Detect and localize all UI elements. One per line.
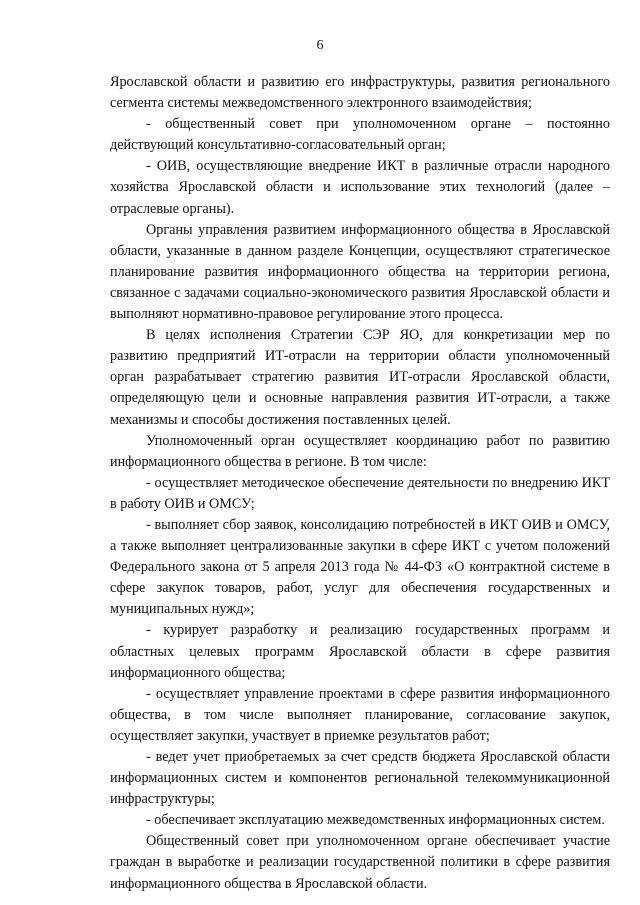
paragraph-7: - осуществляет методическое обеспечение деятельности по внедрению ИКТ в работу ОИВ и ОМСУ;	[110, 474, 610, 512]
paragraph-11: - ведет учет приобретаемых за счет средств бюджета Ярославской области информационных систем и компонентов региональной телекоммуникационной инфраструктуры;	[110, 749, 610, 808]
paragraph-13: Общественный совет при уполномоченном органе обеспечивает участие граждан в выработке и реализации государственной политики в сфере развития информационного общества в Ярославской области.	[110, 833, 610, 892]
paragraph-9: - курирует разработку и реализацию государственных программ и областных целевых программ Ярославской области в сфере развития информационного общества;	[110, 622, 610, 681]
page-number: 6	[316, 38, 324, 53]
paragraph-1: Ярославской области и развитию его инфраструктуры, развития регионального сегмента системы межведомственного электронного взаимодействия;	[110, 74, 610, 112]
paragraph-12: - обеспечивает эксплуатацию межведомственных информационных систем.	[146, 812, 605, 829]
paragraph-8: - выполняет сбор заявок, консолидацию потребностей в ИКТ ОИВ и ОМСУ, а также выполняет централизованные закупки в сфере ИКТ с учетом положений Федерального закона от 5 апреля 2013 года № 44-ФЗ «О контрактной системе в сфере закупок товаров, работ, услуг для обеспечения государственных и муниципальных нужд»;	[110, 516, 610, 618]
paragraph-4: Органы управления развитием информационного общества в Ярославской области, указанные в данном разделе Концепции, осуществляют стратегическое планирование развития информационного общества на территории региона, связанное с задачами социально-экономического развития Ярославской области и выполняют нормативно-правовое регулирование этого процесса.	[110, 221, 610, 323]
paragraph-10: - осуществляет управление проектами в сфере развития информационного общества, в том числе выполняет планирование, согласование закупок, осуществляет закупки, участвует в приемке результатов работ;	[110, 685, 610, 744]
paragraph-6: Уполномоченный орган осуществляет координацию работ по развитию информационного общества в регионе. В том числе:	[110, 432, 610, 470]
paragraph-5: В целях исполнения Стратегии СЭР ЯО, для конкретизации мер по развитию предприятий ИТ-отрасли на территории области уполномоченный орган разрабатывает стратегию развития ИТ-отрасли Ярославской области, определяющую цели и основные направления развития ИТ-отрасли, а также механизмы и способы достижения поставленных целей.	[110, 327, 610, 428]
paragraph-2: - общественный совет при уполномоченном органе – постоянно действующий консультативно-согласовательный орган;	[110, 116, 610, 154]
document-body	[110, 72, 610, 895]
paragraph-3: - ОИВ, осуществляющие внедрение ИКТ в различные отрасли народного хозяйства Ярославской области и использование этих технологий (далее – отраслевые органы).	[110, 158, 610, 217]
